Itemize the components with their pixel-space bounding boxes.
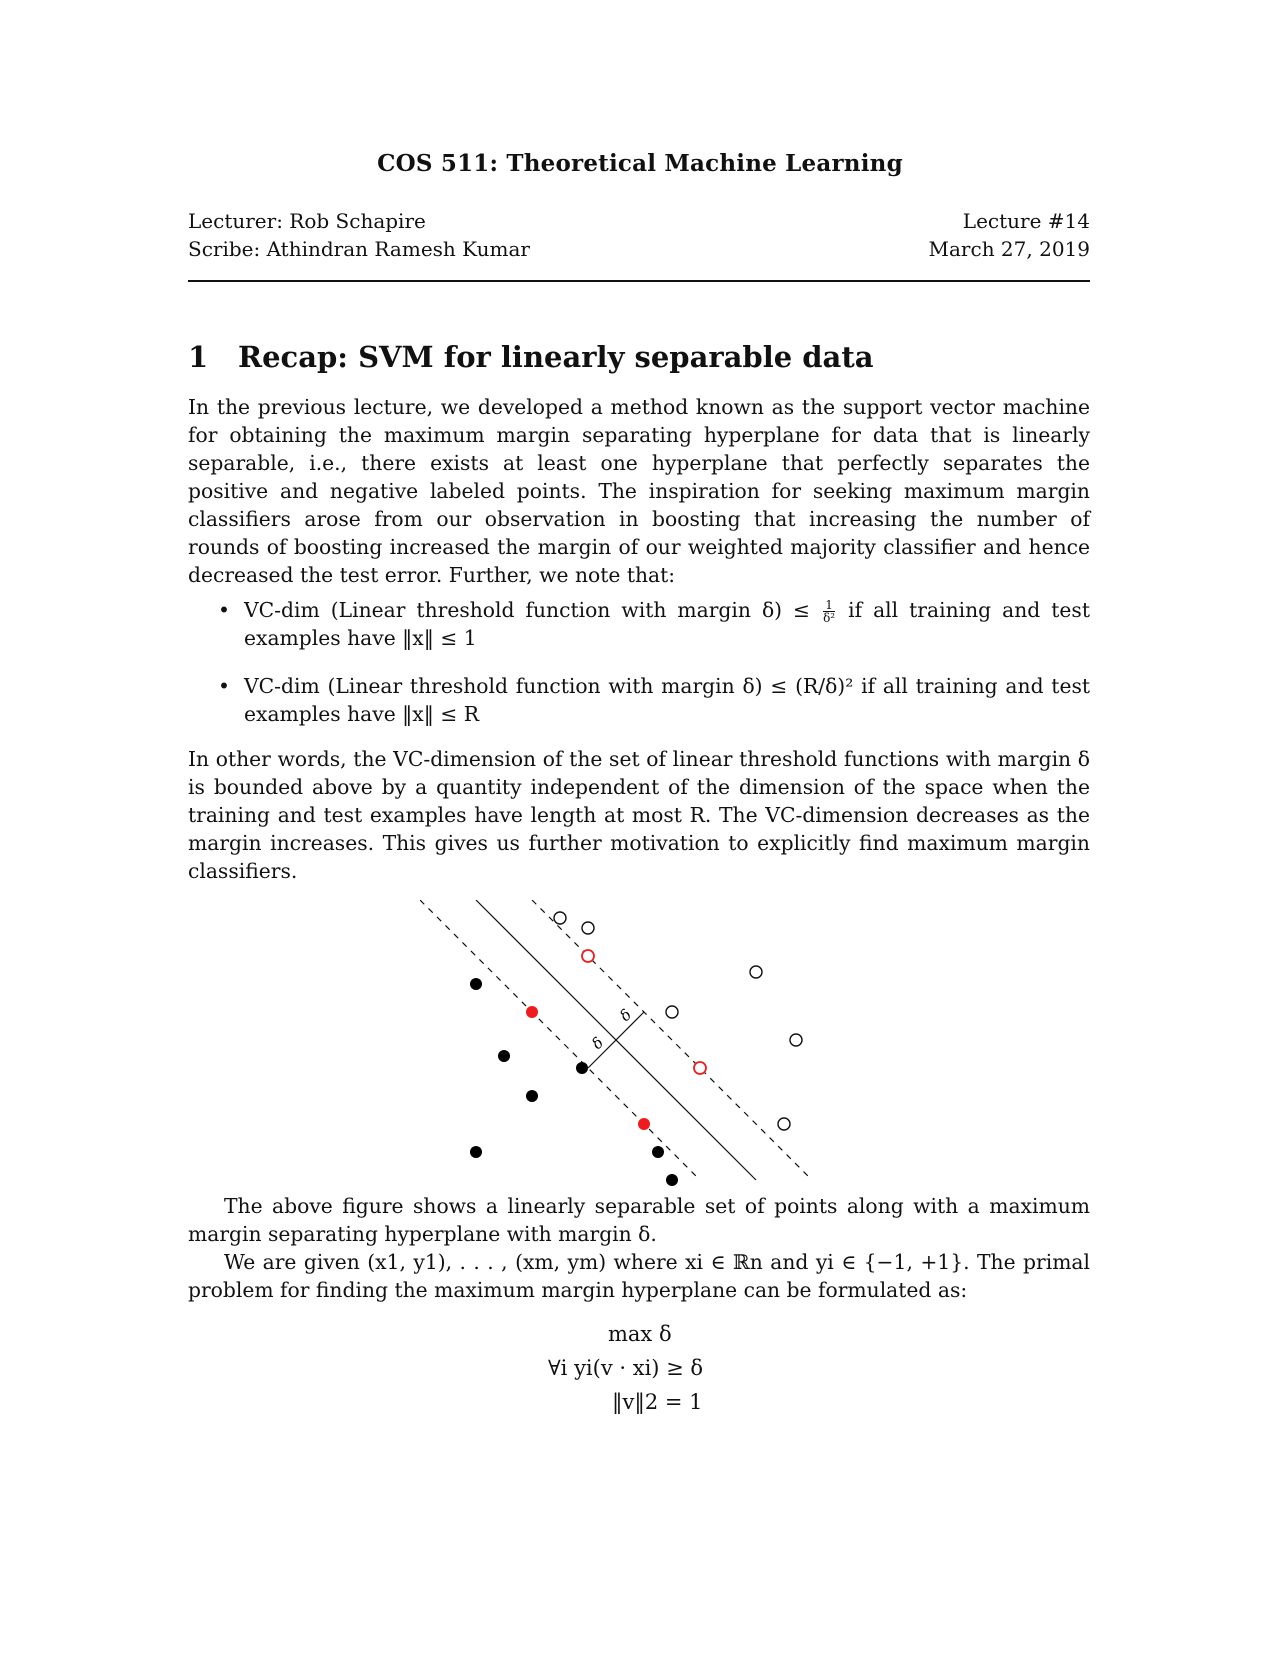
svm-margin-figure: [420, 900, 860, 1210]
bullet-1-lead: VC-dim (Linear threshold function with margin δ) ≤: [244, 598, 811, 622]
margin-label-lower: δ: [588, 1033, 608, 1053]
margin-label-upper: δ: [616, 1005, 636, 1025]
constraint-unit-norm: ‖v‖2 = 1: [612, 1390, 703, 1414]
fraction-denominator: δ²: [823, 611, 836, 625]
negative-point: [526, 1090, 538, 1102]
upper-margin-line: [532, 900, 812, 1180]
negative-point: [652, 1146, 664, 1158]
paragraph-vc-dimension: In other words, the VC-dimension of the set of linear threshold functions with margin δ is bounded above by a quantity independent of the dimension of the space when the training and test examples have length at most R. The VC-dimension decreases as the margin increases. This gives us further motivation to explicitly find maximum margin classifiers.: [188, 747, 1090, 883]
lecture-number: Lecture #14: [962, 209, 1090, 233]
scribe-line: Scribe: Athindran Ramesh Kumar: [188, 237, 530, 261]
header-left: [188, 207, 530, 263]
positive-point: [750, 966, 762, 978]
positive-support-vector: [694, 1062, 706, 1074]
bullet-list: [188, 596, 1090, 728]
positive-point: [666, 1006, 678, 1018]
bullet-dot: •: [218, 674, 230, 698]
constraint-margin: ∀i yi(v · xi) ≥ δ: [548, 1356, 704, 1380]
lower-margin-line: [420, 900, 700, 1180]
paragraph-given: We are given (x1, y1), . . . , (xm, ym) where xi ∈ ℝn and yi ∈ {−1, +1}. The primal problem for finding the maximum margin hyperplane can be formulated as:: [188, 1250, 1090, 1302]
positive-point: [582, 922, 594, 934]
negative-point: [470, 978, 482, 990]
bullet-dot: •: [218, 598, 230, 622]
primal-problem: [0, 1322, 1280, 1442]
header-right: [929, 207, 1090, 263]
negative-point: [470, 1146, 482, 1158]
lecturer-line: Lecturer: Rob Schapire: [188, 209, 426, 233]
section-number: 1: [188, 340, 209, 374]
fraction-one-over-delta-squared: [823, 599, 835, 624]
bullet-2-lead: VC-dim (Linear threshold function with margin δ) ≤: [244, 674, 788, 698]
positive-point: [778, 1118, 790, 1130]
negative-point: [576, 1062, 588, 1074]
positive-support-vector: [582, 950, 594, 962]
paragraph-figure-caption: The above figure shows a linearly separable set of points along with a maximum margin separating hyperplane with margin δ.: [188, 1194, 1090, 1246]
fraction-numerator: 1: [823, 599, 835, 612]
section-heading: [188, 340, 874, 374]
bullet-2-tail: if all training and test examples have ‖x‖ ≤ R: [244, 674, 1090, 726]
section-title: Recap: SVM for linearly separable data: [238, 340, 874, 374]
r-over-delta-squared: (R/δ)²: [795, 674, 854, 698]
negative-point: [666, 1174, 678, 1186]
header-rule: [188, 280, 1090, 282]
negative-support-vector: [526, 1006, 538, 1018]
objective-max-delta: max δ: [608, 1322, 672, 1346]
bullet-item-2: [188, 672, 1090, 728]
negative-support-vector: [638, 1118, 650, 1130]
course-title: COS 511: Theoretical Machine Learning: [377, 150, 903, 177]
negative-point: [498, 1050, 510, 1062]
lecture-date: March 27, 2019: [928, 237, 1090, 261]
positive-point: [790, 1034, 802, 1046]
positive-point: [554, 912, 566, 924]
bullet-1-tail: if all training and test examples have ‖x‖ ≤ 1: [244, 598, 1090, 650]
bullet-item-1: [188, 596, 1090, 652]
paragraph-intro: In the previous lecture, we developed a method known as the support vector machine for obtaining the maximum margin separating hyperplane for data that is linearly separable, i.e., there exists at least one hyperplane that perfectly separates the positive and negative labeled points. The inspiration for seeking maximum margin classifiers arose from our observation in boosting that increasing the number of rounds of boosting increased the margin of our weighted majority classifier and hence decreased the test error. Further, we note that:: [188, 395, 1090, 587]
